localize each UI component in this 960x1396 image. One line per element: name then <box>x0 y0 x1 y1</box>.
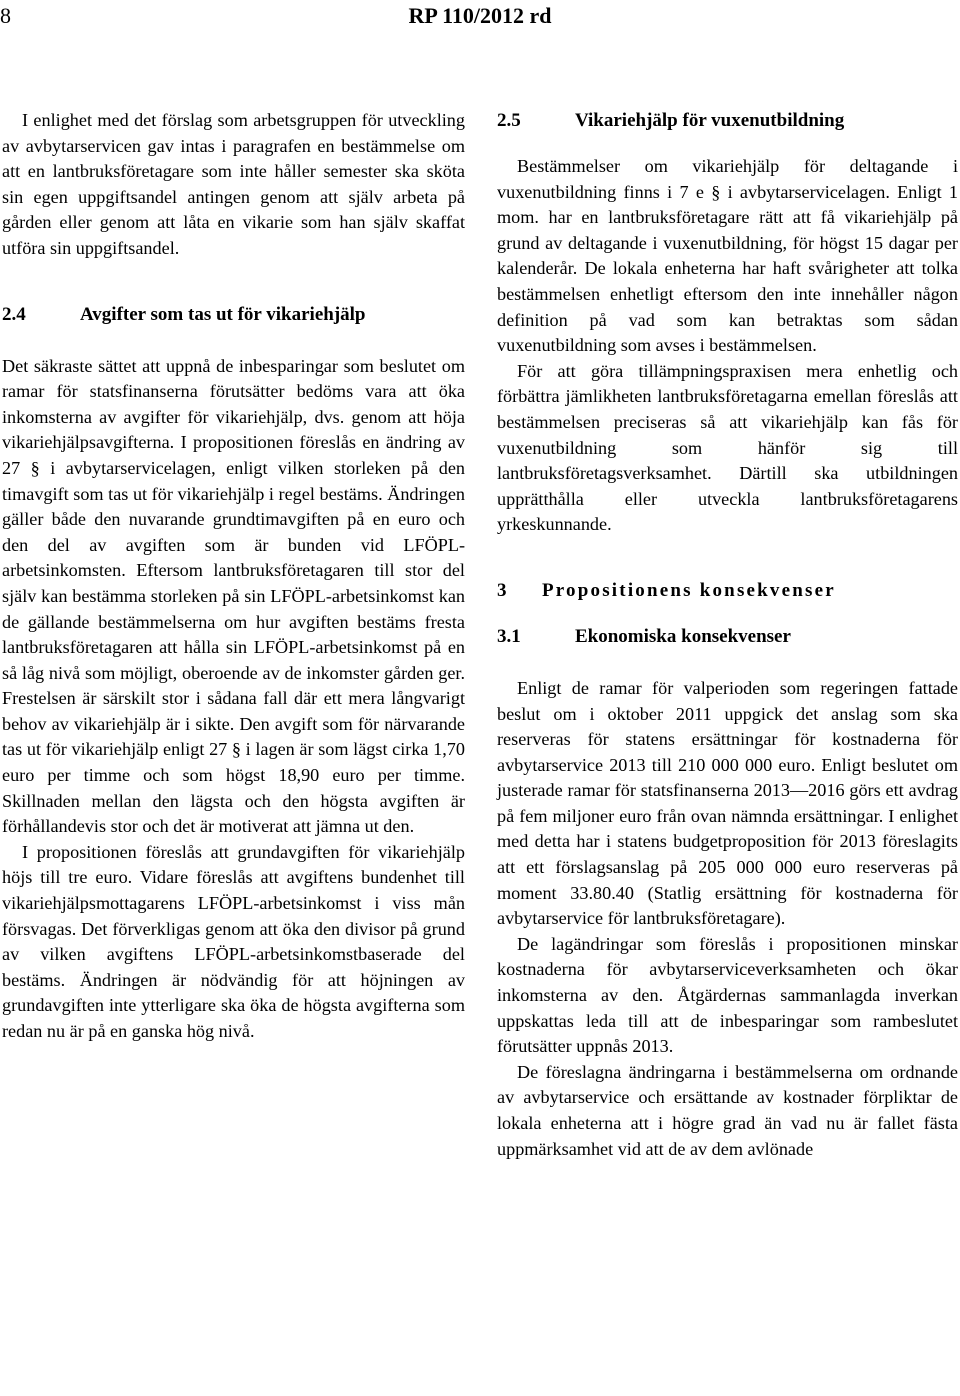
body-paragraph: Enligt de ramar för valperioden som regeringen fattade beslut om i oktober 2011 uppgick det anslag som ska reserveras för statens ersättningar för kostnaderna för avbytarservice 2013 till 210 000 000 euro. Enligt beslutet om justerade ramar för statsfinanserna 2013—2016 görs ett avdrag på fem miljoner euro från ovan nämnda ersättningar. I enlighet med detta har i statens budgetproposition för 2013 föreslagits att ett förslagsanslag på 205 000 000 euro reserveras på moment 33.80.40 (Statlig ersättning för kostnaderna för avbytarservice för lantbruksföretagare). <box>497 677 958 929</box>
intro-paragraph: I enlighet med det förslag som arbetsgruppen för utveckling av avbytarservicen gav intas i paragrafen en bestämmelse om att en lantbruksföretagare som inte håller semester ska sköta sin egen uppgiftsandel antingen genom att själv arbeta på gården eller genom att låta en vikarie som han själv skaffat utföra sin uppgiftsandel. <box>2 110 465 258</box>
section-number: 2.5 <box>497 110 521 131</box>
document-id: RP 110/2012 rd <box>408 3 552 28</box>
body-paragraph: Bestämmelser om vikariehjälp för deltagande i vuxenutbildning finns i 7 e § i avbytarservicelagen. Enligt 1 mom. har en lantbruksföretagare rätt att få vikariehjälp på grund av deltagande i vuxenutbildning, för högst 15 dagar per kalenderår. De lokala enheterna har haft svårigheter att tolka bestämmelsen enhetligt eftersom den inte innehåller någon definition på vad som kan betraktas som sådan vuxenutbildning som avses i bestämmelsen. <box>497 156 958 356</box>
right-column <box>497 108 958 1162</box>
section-number: 2.4 <box>2 303 26 325</box>
section-number: 3.1 <box>497 625 521 647</box>
body-paragraph: De föreslagna ändringarna i bestämmelserna om ordnande av avbytarservice och ersättande av kostnader förpliktar de lokala enheterna att i högre grad än vad nu är fallet fästa uppmärksamhet vid att de av dem avlönade <box>497 1061 958 1159</box>
section-title: Avgifter som tas ut för vikariehjälp <box>80 303 366 325</box>
chapter-title: Propositionens konsekvenser <box>541 579 836 601</box>
section-heading-2-5 <box>497 108 958 134</box>
section-heading-2-4 <box>2 302 465 328</box>
body-paragraph: De lagändringar som föreslås i propositionen minskar kostnaderna för avbytarserviceverksamheten och ökar inkomsterna av den. Åtgärdernas sammanlagda inverkan uppskattas leda till att de inbesparingar som rambeslutet förutsätter uppnås 2013. <box>497 933 958 1057</box>
body-paragraph: Det säkraste sättet att uppnå de inbesparingar som beslutet om ramar för statsfinanserna förutsätter bedöms vara att öka inkomsterna av avgifter för vikariehjälp, dvs. genom att höja vikariehjälpsavgifterna. I propositionen föreslås en ändring av 27 § i avbytarservicelagen, enligt vilken storleken på den timavgift som tas ut för vikariehjälp i regel bestäms. Ändringen gäller både den nuvarande grundtimavgiften på en euro och den del av avgiften som är bunden vid LFÖPL-arbetsinkomsten. Eftersom lantbruksföretagaren till stor del själv kan bestämma storleken på sin LFÖPL-arbetsinkomst kan de gällande bestämmelserna om hur avgiften bestäms fresta lantbruksföretagaren att hålla sin LFÖPL-arbetsinkomst på en så låg nivå som möjligt, oberoende av de inkomster gården ger. Frestelsen är särskilt stor i sådana fall där ett mera långvarigt behov av vikariehjälp är i sikte. Den avgift som för närvarande tas ut för vikariehjälp enligt 27 § i lagen är som lägst cirka 1,70 euro per timme och som högst 18,90 euro per timme. Skillnaden mellan den lägsta och den högsta avgiften är förhållandevis stor och det är motiverat att jämna ut den. <box>2 355 465 837</box>
body-paragraph: För att göra tillämpningspraxisen mera enhetlig och förbättra jämlikheten lantbruksföretagarna emellan föreslås att bestämmelsen preciseras så att vikariehjälp kan fås för vuxenutbildning som hänför sig till lantbruksföretagsverksamhet. Därtill ska utbildningen upprätthålla eller utveckla lantbruksföretagarens yrkeskunnande. <box>497 360 958 535</box>
chapter-number: 3 <box>497 579 507 601</box>
page-number: 8 <box>0 3 11 28</box>
section-heading-3-1 <box>497 624 958 650</box>
section-title: Vikariehjälp för vuxenutbildning <box>575 110 845 131</box>
left-column <box>2 108 465 1045</box>
section-title: Ekonomiska konsekvenser <box>575 625 791 647</box>
chapter-heading-3 <box>497 578 958 604</box>
body-paragraph: I propositionen föreslås att grundavgiften för vikariehjälp höjs till tre euro. Vidare föreslås att avgiftens bundenhet till vikariehjälpsmottagarens LFÖPL-arbetsinkomst i viss mån försvagas. Det förverkligas genom att öka den divisor på grund av vilken avgiftens LFÖPL-arbetsinkomstbaserade del bestäms. Ändringen är nödvändig för att höjningen av grundavgiften inte ytterligare ska öka de högsta avgifterna som redan nu är på en ganska hög nivå. <box>2 841 465 1041</box>
